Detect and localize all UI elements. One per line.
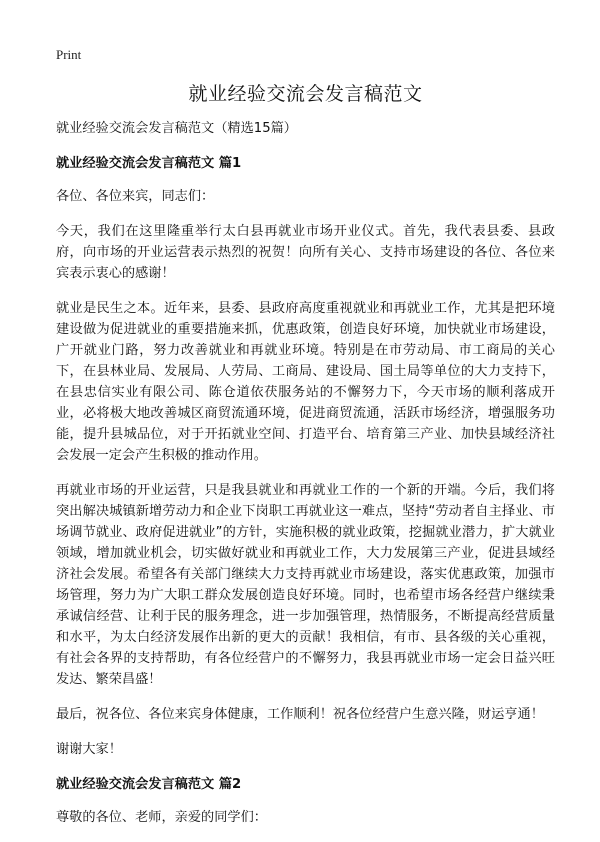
section-1-paragraph-1: 今天，我们在这里隆重举行太白县再就业市场开业仪式。首先，我代表县委、县政府，向市场的开业运营表示热烈的祝贺！向所有关心、支持市场建设的各位、各位来宾表示衷心的感谢！: [56, 224, 555, 281]
section-1-paragraph-5: 谢谢大家！: [56, 742, 122, 757]
section-heading-1: 就业经验交流会发言稿范文 篇1: [56, 156, 242, 171]
section-1-paragraph-2: 就业是民生之本。近年来，县委、县政府高度重视就业和再就业工作，尤其是把环境建设做为促进就业的重要措施来抓，优惠政策，创造良好环境，加快就业市场建设，广开就业门路，努力改善就业和再就业环境。特别是在市劳动局、市工商局的关心下，在县林业局、发展局、人劳局、工商局、建设局、国土局等单位的大力支持下，在县忠信实业有限公司、陈仓道依茯服务站的不懈努力下，今天市场的顺利落成开业，必将极大地改善城区商贸流通环境，促进商贸流通，活跃市场经济，增强服务功能，提升县城品位，对于开拓就业空间、打造平台、培育第三产业、加快县域经济社会发展一定会产生积极的推动作用。: [56, 301, 555, 463]
section-heading-2: 就业经验交流会发言稿范文 篇2: [56, 777, 242, 792]
print-link[interactable]: Print: [56, 47, 82, 62]
document-body: [56, 118, 555, 842]
section-1-paragraph-4: 最后，祝各位、各位来宾身体健康，工作顺利！祝各位经营户生意兴隆，财运亨通！: [56, 707, 544, 722]
document-title: 就业经验交流会发言稿范文: [188, 83, 423, 105]
section-2-greeting: 尊敬的各位、老师，亲爱的同学们：: [56, 810, 267, 825]
document-subtitle: 就业经验交流会发言稿范文（精选15篇）: [56, 121, 297, 136]
section-1-paragraph-3: 再就业市场的开业运营，只是我县就业和再就业工作的一个新的开端。今后，我们将突出解决城镇新增劳动力和企业下岗职工再就业这一难点，坚持“劳动者自主择业、市场调节就业、政府促进就业”的方针，实施积极的就业政策，挖掘就业潜力，扩大就业领域，增加就业机会，切实做好就业和再就业工作，大力发展第三产业，促进县域经济社会发展。希望各有关部门继续大力支持再就业市场建设，落实优惠政策，加强市场管理，努力为广大职工群众发展创造良好环境。同时，也希望市场各经营户继续秉承诚信经营、让利于民的服务理念，进一步加强管理，热情服务，不断提高经营质量和水平，为太白经济发展作出新的更大的贡献！我相信，有市、县各级的关心重视，有社会各界的支持帮助，有各位经营户的不懈努力，我县再就业市场一定会日益兴旺发达、繁荣昌盛！: [56, 483, 555, 687]
section-1-greeting: 各位、各位来宾，同志们：: [56, 189, 215, 204]
